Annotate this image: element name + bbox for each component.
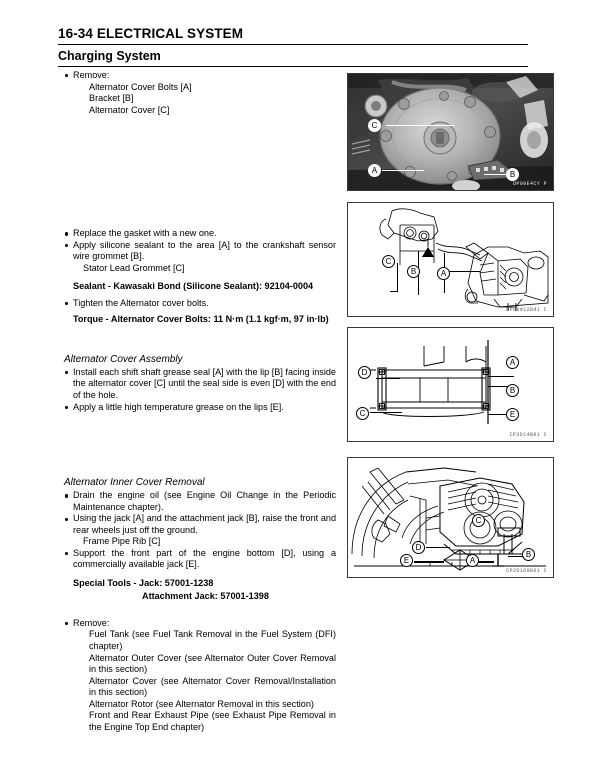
callout-a: A — [506, 356, 519, 369]
instruction-text: Using the jack [A] and the attachment jack [B], raise the front and rear wheels just off the ground. — [73, 513, 336, 535]
list-item — [64, 367, 336, 402]
instruction-text: Support the front part of the engine bottom [D], using a commercially available jack [E]. — [73, 547, 336, 570]
callout-b: B — [522, 548, 535, 561]
figure-code: CP3D14B91 C — [509, 432, 547, 438]
instruction-text: Replace the gasket with a new one. — [73, 228, 217, 239]
page-header — [58, 25, 528, 67]
subsection-heading: Alternator Cover Assembly — [64, 353, 183, 365]
instruction-text: Drain the engine oil (see Engine Oil Change in the Periodic Maintenance chapter). — [73, 490, 336, 512]
callout-d: D — [412, 541, 425, 554]
section-rule — [58, 66, 528, 67]
sealant-spec: Sealant - Kawasaki Bond (Silicone Sealant): 92104-0004 — [73, 281, 314, 292]
remove-item: Bracket [B] — [89, 93, 134, 104]
callout-c: C — [356, 407, 369, 420]
body-text-column — [64, 70, 336, 733]
leader-line — [386, 125, 454, 126]
callout-a: A — [368, 164, 381, 177]
leader-line — [376, 378, 400, 379]
leader-line — [484, 174, 508, 175]
leader-line — [478, 561, 494, 563]
list-item — [64, 490, 336, 513]
figure-code: DPdkd12Bd1 C — [506, 307, 547, 313]
leader-line — [414, 561, 444, 563]
leader-line — [488, 376, 514, 377]
subsection-heading: Alternator Inner Cover Removal — [64, 477, 205, 489]
remove-label: Remove: — [73, 617, 110, 628]
list-item — [64, 298, 336, 310]
instruction-text: Install each shift shaft grease seal [A] with the lip [B] facing inside the alternator cover [C] until the seal side is even [D] with the end of the hole. — [73, 366, 336, 401]
remove-item: Alternator Cover Bolts [A] — [89, 81, 192, 92]
remove-block-2 — [64, 618, 336, 733]
figure-alternator-cover-photo — [347, 73, 554, 191]
drawing-content — [348, 328, 553, 441]
special-tool-spec: Special Tools - Jack: 57001-1238 — [73, 577, 214, 588]
drawing-content — [348, 458, 553, 577]
list-item — [64, 618, 336, 733]
figure-code: CP2D1D9B61 C — [506, 568, 547, 574]
leader-line — [426, 547, 450, 548]
leader-line — [390, 291, 398, 292]
instruction-text: Apply silicone sealant to the area [A] to the crankshaft sensor wire grommet [B]. — [73, 239, 336, 262]
figure-engine-jack-support — [347, 457, 554, 578]
list-item — [64, 548, 336, 571]
remove-item: Fuel Tank (see Fuel Tank Removal in the Fuel System (DFI) chapter) — [89, 629, 336, 652]
list-item — [64, 240, 336, 275]
remove-item: Alternator Outer Cover (see Alternator Outer Cover Removal in this section) — [89, 652, 336, 675]
drawing-content — [348, 203, 553, 316]
callout-b: B — [407, 265, 420, 278]
special-tool-spec: Attachment Jack: 57001-1398 — [142, 591, 269, 602]
remove-item: Alternator Cover (see Alternator Cover Removal/Installation in this section) — [89, 675, 336, 698]
cover-assembly-block — [64, 353, 336, 413]
callout-d: D — [358, 366, 371, 379]
page-title: 16-34 ELECTRICAL SYSTEM — [58, 26, 244, 41]
inner-cover-removal-block — [64, 476, 336, 604]
callout-a: A — [437, 267, 450, 280]
list-item — [64, 70, 336, 116]
instruction-text: Tighten the Alternator cover bolts. — [73, 297, 209, 308]
section-title: Charging System — [58, 49, 161, 63]
list-item — [64, 513, 336, 548]
leader-line — [370, 412, 402, 413]
callout-c: C — [368, 119, 381, 132]
remove-item: Alternator Rotor (see Alternator Removal in this section) — [89, 698, 314, 709]
callout-e: E — [400, 554, 413, 567]
remove-item: Alternator Cover [C] — [89, 104, 170, 115]
torque-spec: Torque - Alternator Cover Bolts: 11 N·m (1.1 kgf·m, 97 in·lb) — [73, 314, 329, 325]
callout-b: B — [506, 168, 519, 181]
instruction-text: Apply a little high temperature grease on the lips [E]. — [73, 401, 284, 412]
remove-label: Remove: — [73, 70, 110, 80]
callout-a: A — [466, 554, 479, 567]
list-item — [64, 402, 336, 414]
leader-line — [397, 263, 398, 291]
callout-c: C — [472, 514, 485, 527]
callout-b: B — [506, 384, 519, 397]
callout-c: C — [382, 255, 395, 268]
figure-sealant-application — [347, 202, 554, 317]
remove-block-1 — [64, 70, 336, 116]
sub-item: Stator Lead Grommet [C] — [83, 262, 185, 273]
figure-code: DP00E4CY P — [512, 181, 547, 187]
sealant-block — [64, 228, 336, 327]
figure-grease-seal-cross-section — [347, 327, 554, 442]
leader-line — [382, 170, 424, 171]
callout-e: E — [506, 408, 519, 421]
list-item — [64, 228, 336, 240]
remove-item: Front and Rear Exhaust Pipe (see Exhaust Pipe Removal in the Engine Top End chapter) — [89, 710, 336, 732]
sub-item: Frame Pipe Rib [C] — [83, 536, 161, 547]
